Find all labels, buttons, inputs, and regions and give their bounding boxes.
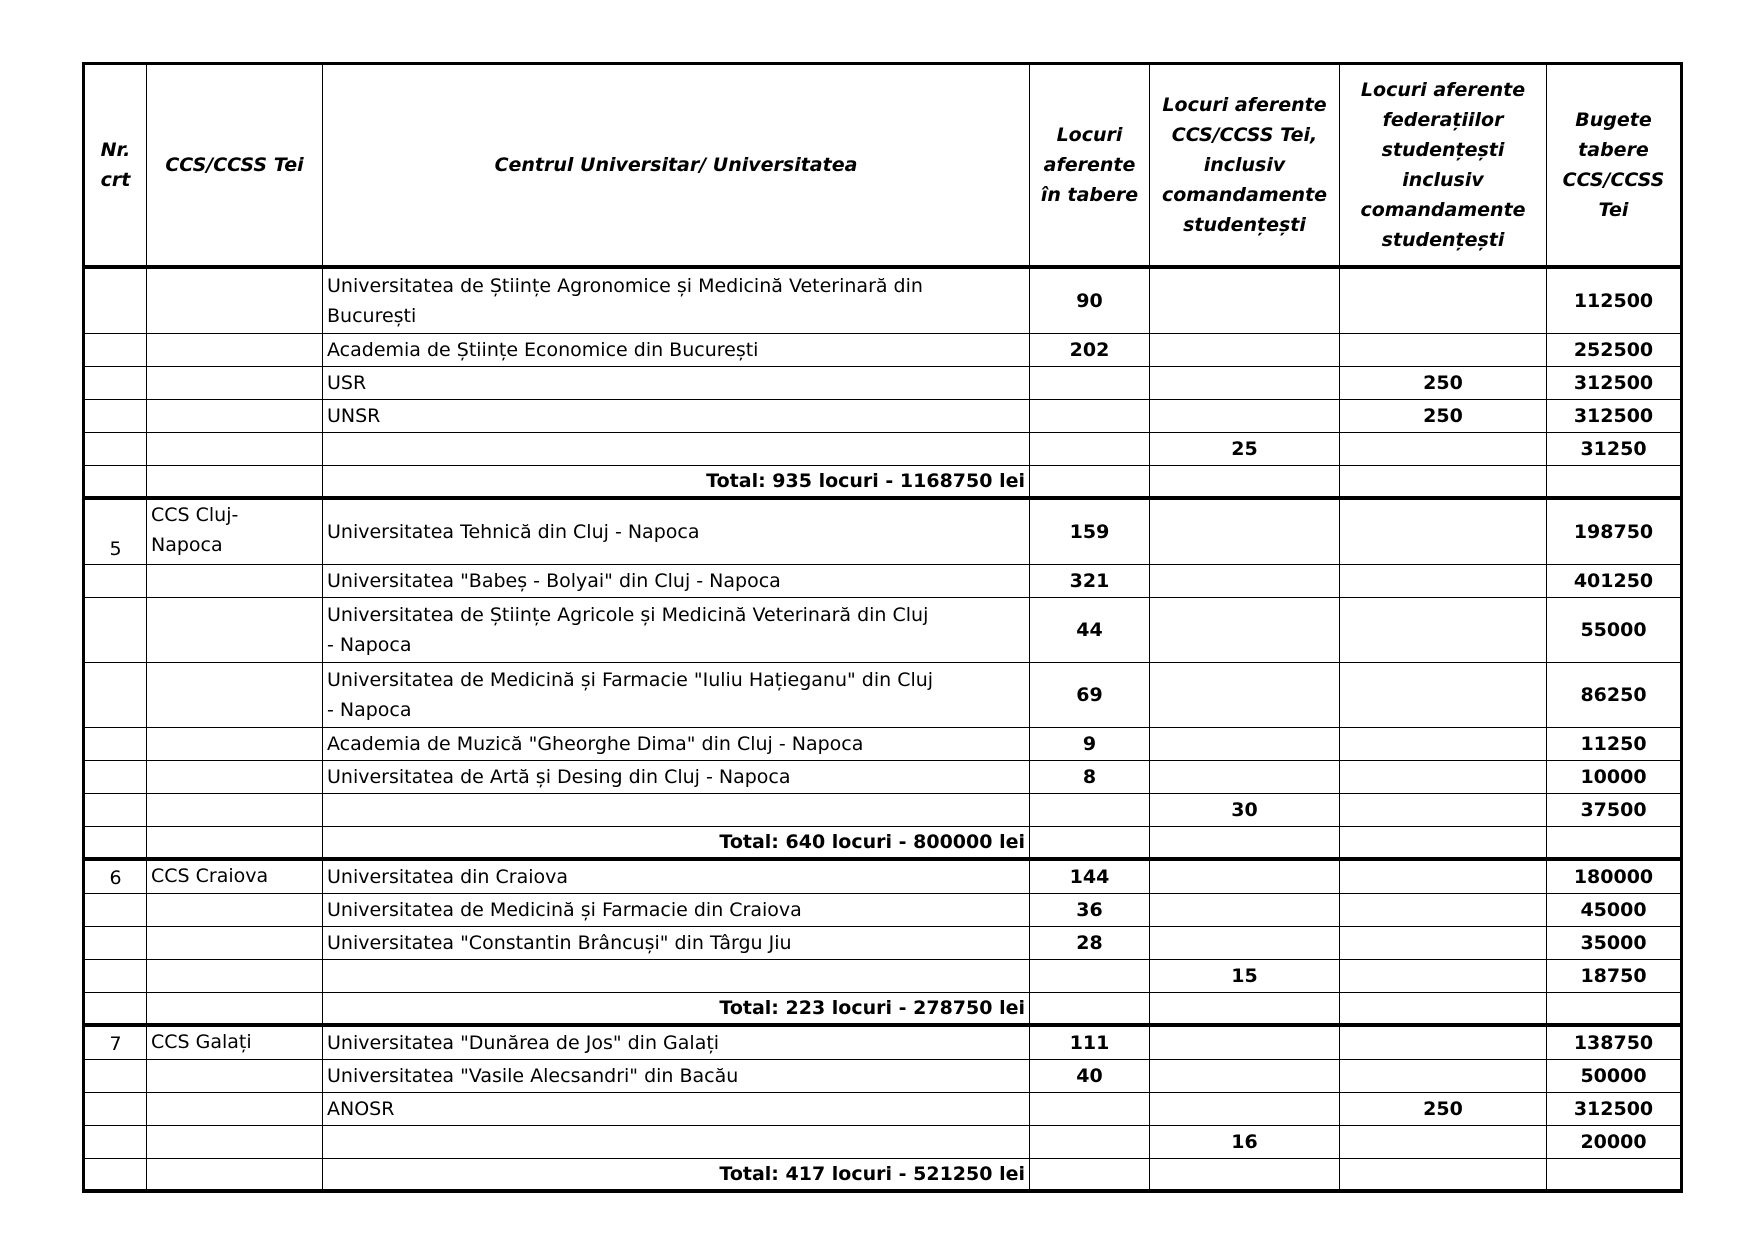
- camp-places-cell: [1030, 960, 1150, 993]
- university-cell-text: Universitatea Tehnică din Cluj - Napoca: [327, 521, 700, 543]
- university-cell-text: Universitatea din Craiova: [327, 866, 568, 888]
- federation-places-cell: [1340, 663, 1547, 728]
- table-row: [84, 1126, 1682, 1159]
- table-row: [84, 960, 1682, 993]
- university-cell-text: Universitatea "Babeș - Bolyai" din Cluj - Napoca: [327, 570, 781, 592]
- camp-places-cell: [1030, 367, 1150, 400]
- ccs-cell: [147, 400, 323, 433]
- ccs-cell: [147, 960, 323, 993]
- empty-cell: [1547, 466, 1682, 499]
- federation-places-cell: [1340, 334, 1547, 367]
- ccs-places-cell-text: 15: [1231, 965, 1258, 987]
- budget-cell-text: 20000: [1580, 1131, 1647, 1153]
- budget-cell-text: 252500: [1573, 339, 1654, 361]
- budget-cell: [1547, 728, 1682, 761]
- total-cell-text: Total: 935 locuri - 1168750 lei: [706, 470, 1025, 492]
- total-cell-text: Total: 223 locuri - 278750 lei: [719, 997, 1025, 1019]
- university-cell-text: Universitatea "Vasile Alecsandri" din Bacău: [327, 1065, 739, 1087]
- ccs-places-cell: [1150, 761, 1340, 794]
- nr-cell: [84, 1025, 147, 1060]
- nr-cell: [84, 267, 147, 334]
- nr-cell: [84, 859, 147, 894]
- header-federation-places: Locuri aferente federațiilor studențești inclusiv comandamente studențești: [1340, 64, 1547, 268]
- ccs-places-cell: [1150, 367, 1340, 400]
- university-cell: [323, 598, 1030, 663]
- federation-places-cell: [1340, 728, 1547, 761]
- budget-cell: [1547, 400, 1682, 433]
- table-row: [84, 1093, 1682, 1126]
- header-ccs: CCS/CCSS Tei: [147, 64, 323, 268]
- ccs-cell: [147, 761, 323, 794]
- empty-cell: [1030, 1159, 1150, 1192]
- camp-places-cell-text: 8: [1082, 766, 1097, 788]
- ccs-places-cell: [1150, 1025, 1340, 1060]
- ccs-cell: [147, 565, 323, 598]
- header-camp-places: Locuri aferente în tabere: [1030, 64, 1150, 268]
- total-cell: [323, 466, 1030, 499]
- ccs-cell: [147, 433, 323, 466]
- table-row: [84, 267, 1682, 334]
- federation-places-cell: [1340, 1093, 1547, 1126]
- budget-cell-text: 112500: [1573, 290, 1654, 312]
- table-row: [84, 433, 1682, 466]
- federation-places-cell: [1340, 565, 1547, 598]
- header-row: [84, 64, 1682, 268]
- university-cell-text: Universitatea de Artă și Desing din Cluj - Napoca: [327, 766, 791, 788]
- nr-cell: [84, 794, 147, 827]
- camp-places-cell-text: 90: [1076, 290, 1103, 312]
- university-cell-text: USR: [327, 372, 367, 394]
- camp-places-cell-text: 40: [1076, 1065, 1103, 1087]
- federation-places-cell: [1340, 498, 1547, 565]
- camp-places-cell-text: 144: [1069, 866, 1110, 888]
- budget-cell-text: 312500: [1573, 405, 1654, 427]
- federation-places-cell: [1340, 598, 1547, 663]
- budget-cell: [1547, 1093, 1682, 1126]
- total-row: [84, 1159, 1682, 1192]
- university-cell: [323, 927, 1030, 960]
- empty-cell: [1340, 1159, 1547, 1192]
- table-row: [84, 761, 1682, 794]
- university-cell: [323, 663, 1030, 728]
- camp-places-cell: [1030, 598, 1150, 663]
- budget-cell-text: 86250: [1580, 684, 1647, 706]
- empty-cell: [1150, 827, 1340, 860]
- total-cell-text: Total: 417 locuri - 521250 lei: [719, 1163, 1025, 1185]
- table-row: [84, 927, 1682, 960]
- university-cell: [323, 565, 1030, 598]
- budget-cell-text: 10000: [1580, 766, 1647, 788]
- university-cell: [323, 761, 1030, 794]
- ccs-cell: [147, 927, 323, 960]
- ccs-places-cell: [1150, 728, 1340, 761]
- camp-places-cell-text: 111: [1069, 1032, 1110, 1054]
- ccs-places-cell: [1150, 859, 1340, 894]
- budget-cell: [1547, 598, 1682, 663]
- nr-cell: [84, 400, 147, 433]
- empty-cell: [1030, 993, 1150, 1026]
- ccs-places-cell: [1150, 598, 1340, 663]
- camp-places-cell: [1030, 498, 1150, 565]
- camp-places-cell: [1030, 859, 1150, 894]
- nr-cell: [84, 565, 147, 598]
- camp-places-cell: [1030, 794, 1150, 827]
- university-cell-text: Universitatea "Dunărea de Jos" din Galați: [327, 1032, 720, 1054]
- budget-cell-text: 50000: [1580, 1065, 1647, 1087]
- budget-cell: [1547, 894, 1682, 927]
- empty-cell: [1030, 466, 1150, 499]
- ccs-cell: [147, 334, 323, 367]
- ccs-places-cell: [1150, 334, 1340, 367]
- table-row: [84, 334, 1682, 367]
- table-row: [84, 400, 1682, 433]
- nr-cell: [84, 960, 147, 993]
- ccs-cell: [147, 1093, 323, 1126]
- nr-cell: [84, 1159, 147, 1192]
- camp-places-cell: [1030, 267, 1150, 334]
- federation-places-cell: [1340, 367, 1547, 400]
- table-row: [84, 728, 1682, 761]
- budget-cell-text: 138750: [1573, 1032, 1654, 1054]
- total-row: [84, 827, 1682, 860]
- ccs-cell: [147, 794, 323, 827]
- nr-cell: [84, 827, 147, 860]
- budget-cell: [1547, 1025, 1682, 1060]
- nr-cell: [84, 433, 147, 466]
- nr-cell: [84, 334, 147, 367]
- ccs-places-cell-text: 30: [1231, 799, 1258, 821]
- federation-places-cell: [1340, 400, 1547, 433]
- total-row: [84, 993, 1682, 1026]
- university-cell: [323, 1025, 1030, 1060]
- budget-cell: [1547, 859, 1682, 894]
- nr-cell: [84, 598, 147, 663]
- university-cell: [323, 728, 1030, 761]
- total-cell: [323, 993, 1030, 1026]
- university-cell: [323, 367, 1030, 400]
- camp-places-cell: [1030, 565, 1150, 598]
- ccs-places-cell: [1150, 267, 1340, 334]
- allocation-table: [82, 62, 1683, 1193]
- budget-cell: [1547, 367, 1682, 400]
- empty-cell: [1150, 466, 1340, 499]
- ccs-cell: [147, 827, 323, 860]
- nr-cell-text: 7: [109, 1033, 122, 1055]
- header-university: Centrul Universitar/ Universitatea: [323, 64, 1030, 268]
- ccs-cell: [147, 1025, 323, 1060]
- table-row: [84, 859, 1682, 894]
- budget-cell: [1547, 663, 1682, 728]
- university-cell: [323, 400, 1030, 433]
- budget-cell: [1547, 498, 1682, 565]
- header-ccs-places: Locuri aferente CCS/CCSS Tei, inclusiv comandamente studențești: [1150, 64, 1340, 268]
- university-cell: [323, 498, 1030, 565]
- ccs-places-cell: [1150, 498, 1340, 565]
- camp-places-cell-text: 28: [1076, 932, 1103, 954]
- ccs-places-cell: [1150, 894, 1340, 927]
- ccs-cell: [147, 663, 323, 728]
- nr-cell-text: 5: [109, 538, 122, 560]
- camp-places-cell: [1030, 433, 1150, 466]
- nr-cell: [84, 728, 147, 761]
- nr-cell: [84, 761, 147, 794]
- camp-places-cell-text: 44: [1076, 619, 1103, 641]
- ccs-places-cell-text: 16: [1231, 1131, 1258, 1153]
- nr-cell: [84, 1126, 147, 1159]
- camp-places-cell: [1030, 1025, 1150, 1060]
- nr-cell: [84, 663, 147, 728]
- empty-cell: [1150, 1159, 1340, 1192]
- empty-cell: [1547, 1159, 1682, 1192]
- table-row: [84, 1025, 1682, 1060]
- budget-cell: [1547, 927, 1682, 960]
- budget-cell: [1547, 1126, 1682, 1159]
- table-row: [84, 663, 1682, 728]
- university-cell: [323, 1093, 1030, 1126]
- camp-places-cell-text: 202: [1069, 339, 1110, 361]
- budget-cell-text: 312500: [1573, 372, 1654, 394]
- ccs-places-cell: [1150, 960, 1340, 993]
- university-cell-text: Universitatea de Științe Agricole și Medicină Veterinară din Cluj - Napoca: [327, 604, 929, 656]
- header-budget: Bugete tabere CCS/CCSS Tei: [1547, 64, 1682, 268]
- nr-cell: [84, 894, 147, 927]
- university-cell-text: Universitatea de Medicină și Farmacie din Craiova: [327, 899, 802, 921]
- university-cell-text: Academia de Muzică "Gheorghe Dima" din Cluj - Napoca: [327, 733, 864, 755]
- ccs-cell: [147, 598, 323, 663]
- university-cell-text: UNSR: [327, 405, 381, 427]
- university-cell-text: Universitatea de Medicină și Farmacie "Iuliu Hațieganu" din Cluj - Napoca: [327, 669, 934, 721]
- nr-cell: [84, 927, 147, 960]
- ccs-cell: [147, 498, 323, 565]
- ccs-places-cell: [1150, 663, 1340, 728]
- camp-places-cell: [1030, 334, 1150, 367]
- university-cell: [323, 894, 1030, 927]
- budget-cell: [1547, 960, 1682, 993]
- total-cell-text: Total: 640 locuri - 800000 lei: [719, 831, 1025, 853]
- empty-cell: [1340, 466, 1547, 499]
- total-cell: [323, 1159, 1030, 1192]
- camp-places-cell: [1030, 1126, 1150, 1159]
- federation-places-cell: [1340, 927, 1547, 960]
- university-cell: [323, 1126, 1030, 1159]
- university-cell-text: Academia de Științe Economice din București: [327, 339, 759, 361]
- camp-places-cell: [1030, 927, 1150, 960]
- nr-cell-text: 6: [109, 867, 122, 889]
- table-row: [84, 367, 1682, 400]
- budget-cell-text: 35000: [1580, 932, 1647, 954]
- empty-cell: [1547, 993, 1682, 1026]
- empty-cell: [1340, 827, 1547, 860]
- empty-cell: [1340, 993, 1547, 1026]
- ccs-places-cell: [1150, 1093, 1340, 1126]
- university-cell: [323, 960, 1030, 993]
- budget-cell-text: 55000: [1580, 619, 1647, 641]
- camp-places-cell: [1030, 761, 1150, 794]
- budget-cell: [1547, 794, 1682, 827]
- university-cell: [323, 1060, 1030, 1093]
- nr-cell: [84, 367, 147, 400]
- total-row: [84, 466, 1682, 499]
- federation-places-cell: [1340, 761, 1547, 794]
- ccs-places-cell: [1150, 794, 1340, 827]
- total-cell: [323, 827, 1030, 860]
- federation-places-cell-text: 250: [1423, 1098, 1463, 1120]
- ccs-places-cell-text: 25: [1231, 438, 1258, 460]
- federation-places-cell: [1340, 1126, 1547, 1159]
- budget-cell: [1547, 433, 1682, 466]
- nr-cell: [84, 1060, 147, 1093]
- federation-places-cell-text: 250: [1423, 372, 1463, 394]
- ccs-cell: [147, 1159, 323, 1192]
- federation-places-cell: [1340, 960, 1547, 993]
- ccs-cell: [147, 1060, 323, 1093]
- camp-places-cell-text: 9: [1082, 733, 1097, 755]
- ccs-places-cell: [1150, 1126, 1340, 1159]
- camp-places-cell: [1030, 728, 1150, 761]
- ccs-cell-text: CCS Galați: [151, 1031, 252, 1053]
- ccs-cell: [147, 993, 323, 1026]
- header-nr: Nr. crt: [84, 64, 147, 268]
- budget-cell: [1547, 267, 1682, 334]
- camp-places-cell-text: 69: [1076, 684, 1103, 706]
- budget-cell: [1547, 334, 1682, 367]
- ccs-places-cell: [1150, 433, 1340, 466]
- ccs-places-cell: [1150, 927, 1340, 960]
- budget-cell: [1547, 761, 1682, 794]
- federation-places-cell: [1340, 433, 1547, 466]
- camp-places-cell: [1030, 1093, 1150, 1126]
- camp-places-cell-text: 159: [1069, 521, 1110, 543]
- ccs-cell-text: CCS Cluj-Napoca: [151, 504, 239, 556]
- ccs-cell: [147, 367, 323, 400]
- table-row: [84, 498, 1682, 565]
- university-cell-text: ANOSR: [327, 1098, 395, 1120]
- empty-cell: [1030, 827, 1150, 860]
- federation-places-cell: [1340, 1060, 1547, 1093]
- university-cell: [323, 267, 1030, 334]
- ccs-cell: [147, 466, 323, 499]
- ccs-places-cell: [1150, 400, 1340, 433]
- federation-places-cell: [1340, 894, 1547, 927]
- budget-cell: [1547, 565, 1682, 598]
- university-cell-text: Universitatea "Constantin Brâncuși" din Târgu Jiu: [327, 932, 792, 954]
- nr-cell: [84, 993, 147, 1026]
- table-row: [84, 565, 1682, 598]
- budget-cell-text: 312500: [1573, 1098, 1654, 1120]
- camp-places-cell: [1030, 663, 1150, 728]
- university-cell: [323, 859, 1030, 894]
- table-row: [84, 598, 1682, 663]
- budget-cell-text: 31250: [1580, 438, 1647, 460]
- ccs-cell: [147, 894, 323, 927]
- table-row: [84, 794, 1682, 827]
- table-row: [84, 1060, 1682, 1093]
- budget-cell-text: 11250: [1580, 733, 1647, 755]
- nr-cell: [84, 466, 147, 499]
- federation-places-cell: [1340, 794, 1547, 827]
- federation-places-cell: [1340, 267, 1547, 334]
- university-cell: [323, 794, 1030, 827]
- budget-cell-text: 18750: [1580, 965, 1647, 987]
- ccs-cell: [147, 1126, 323, 1159]
- table-body: [84, 267, 1682, 1191]
- federation-places-cell: [1340, 859, 1547, 894]
- budget-cell-text: 401250: [1573, 570, 1654, 592]
- budget-cell-text: 198750: [1573, 521, 1654, 543]
- university-cell: [323, 433, 1030, 466]
- nr-cell: [84, 1093, 147, 1126]
- budget-cell-text: 180000: [1573, 866, 1654, 888]
- ccs-cell-text: CCS Craiova: [151, 865, 269, 887]
- table-row: [84, 894, 1682, 927]
- camp-places-cell: [1030, 1060, 1150, 1093]
- ccs-cell: [147, 859, 323, 894]
- camp-places-cell: [1030, 894, 1150, 927]
- empty-cell: [1547, 827, 1682, 860]
- nr-cell: [84, 498, 147, 565]
- federation-places-cell: [1340, 1025, 1547, 1060]
- camp-places-cell-text: 321: [1069, 570, 1110, 592]
- budget-cell-text: 37500: [1580, 799, 1647, 821]
- ccs-places-cell: [1150, 565, 1340, 598]
- ccs-cell: [147, 728, 323, 761]
- ccs-places-cell: [1150, 1060, 1340, 1093]
- university-cell-text: Universitatea de Științe Agronomice și Medicină Veterinară din București: [327, 275, 923, 327]
- budget-cell-text: 45000: [1580, 899, 1647, 921]
- empty-cell: [1150, 993, 1340, 1026]
- federation-places-cell-text: 250: [1423, 405, 1463, 427]
- ccs-cell: [147, 267, 323, 334]
- university-cell: [323, 334, 1030, 367]
- camp-places-cell: [1030, 400, 1150, 433]
- budget-cell: [1547, 1060, 1682, 1093]
- camp-places-cell-text: 36: [1076, 899, 1103, 921]
